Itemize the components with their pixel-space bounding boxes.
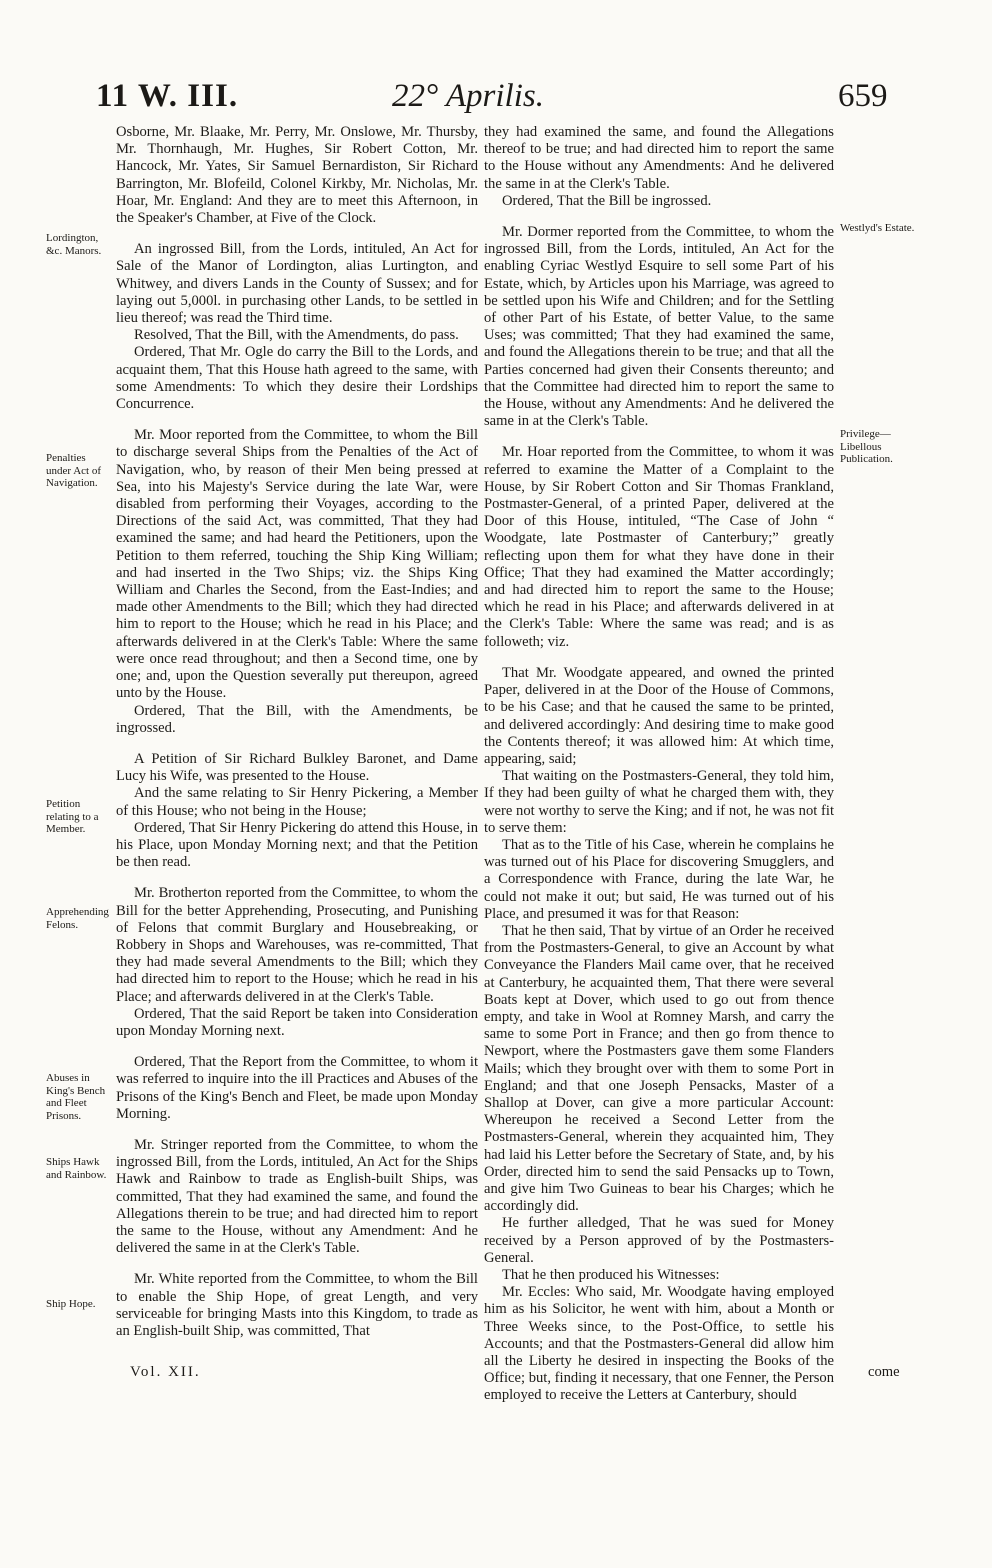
volume-session: 11 W. III. [96, 78, 239, 114]
signature-mark: Vol. XII. [130, 1364, 201, 1380]
paragraph-gap [116, 227, 478, 241]
paragraph: A Petition of Sir Richard Bulkley Baronet, and Dame Lucy his Wife, was presented to the House. [116, 750, 478, 785]
catchword: come [868, 1364, 900, 1380]
margin-note: Penalties under Act of Navigation. [46, 452, 101, 490]
paragraph: That as to the Title of his Case, wherein he complains he was turned out of his Place for discovering Smugglers, and a Correspondence with France, during the late War, he could not make it out; but said, He was turned out of his Place, and presumed it was for that Reason: [484, 836, 834, 922]
margin-note: Lordington, &c. Manors. [46, 232, 102, 257]
left-column [116, 124, 478, 1340]
margin-note: Petition relating to a Member. [46, 798, 99, 836]
paragraph: Ordered, That Sir Henry Pickering do attend this House, in his Place, upon Monday Morning next; and that the Petition be then read. [116, 819, 478, 871]
paragraph: Ordered, That the Bill be ingrossed. [502, 192, 712, 209]
paragraph: Mr. Eccles: Who said, Mr. Woodgate having employed him as his Solicitor, he went with him, about a Month or Three Weeks since, to the Post-Office, to settle his Accounts; and that the Postmasters-General did allow him all the Liberty he desired in inspecting the Books of the Office; but, finding it necessary, that one Fenner, the Person employed to receive the Letters at Canterbury, should [484, 1284, 834, 1404]
paragraph: Ordered, That Mr. Ogle do carry the Bill to the Lords, and acquaint them, That this House hath agreed to the same, with some Amendments: To which they desire their Lordships Concurrence. [116, 344, 478, 413]
paragraph: An ingrossed Bill, from the Lords, intituled, An Act for Sale of the Manor of Lordington, alias Lurtington, and Whitwey, and divers Lands in the County of Sussex; and for laying out 5,000l. in purchasing other Lands, to be settled in lieu thereof; was read the Third time. [116, 241, 478, 327]
paragraph: That Mr. Woodgate appeared, and owned the printed Paper, delivered in at the Door of the House of Commons, to be his Case; and that he caused the same to be printed, and delivered accordingly: And desiring time to make good the Contents thereof; it was allowed him: At which time, appearing, said; [484, 664, 834, 767]
paragraph: That he then said, That by virtue of an Order he received from the Postmasters-General, to give an Account by what Conveyance the Flanders Mail came over, that he received at Canterbury, he acquainted them, That there were several Boats kept at Dover, which used to go out from thence empty, and take in Wool at Romney Marsh, and carry the same to some Port in France; and then go from thence to Newport, where the Postmasters gave them some Flanders Mails; which they brought over with them to some Port in England; and that one Joseph Pensacks, Master of a Shallop at Dover, can give a more particular Account: Whereupon he received a Second Letter from the Postmasters-General, wherein they acquainted him, They had laid his Letter before the Secretary of State, and, by his Order, directed him to send the said Pensacks up to Town, and give him Two Guineas to bear his Charges; which he accordingly did. [484, 922, 834, 1215]
margin-note: Ship Hope. [46, 1298, 96, 1310]
paragraph: That he then produced his Witnesses: [502, 1267, 720, 1283]
paragraph: He further alledged, That he was sued for Money received by a Person approved of by the Postmasters-General. [484, 1215, 834, 1266]
paragraph: And the same relating to Sir Henry Pickering, a Member of this House; who not being in the House; [116, 785, 478, 819]
paragraph: Ordered, That the said Report be taken into Consideration upon Monday Morning next. [116, 1005, 478, 1039]
paragraph: Mr. Brotherton reported from the Committee, to whom the Bill for the better Apprehending, Prosecuting, and Punishing of Felons that commit Burglary and Housebreaking, or Robbery in Shops and Warehouses, was re-committed, That they had made several Amendments to the Bill; which they had directed him to report to the House; which he read in his Place; and afterwards delivered in at the Clerk's Table. [116, 885, 478, 1005]
page-date: 22° Aprilis. [392, 78, 544, 114]
paragraph: Osborne, Mr. Blaake, Mr. Perry, Mr. Onslowe, Mr. Thursby, Mr. Thornhaugh, Mr. Hughes, Sir Robert Cotton, Mr. Hancock, Mr. Yates, Sir Samuel Bernardiston, Sir Richard Barrington, Mr. Blofeild, Colonel Kirkby, Mr. Nicholas, Mr. Hoar, Mr. England: And they are to meet this Afternoon, in the Speaker's Chamber, at Five of the Clock. [116, 124, 478, 227]
margin-note: Westlyd's Estate. [840, 222, 915, 234]
page-header [0, 78, 992, 118]
paragraph-gap [116, 871, 478, 885]
paragraph: Mr. Dormer reported from the Committee, to whom the ingrossed Bill, from the Lords, intituled, An Act for the enabling Cyriac Westlyd Esquire to sell some Part of his Estate, which, by Articles upon his Marriage, was agreed to be settled upon his Wife and Children; and for the Settling of other Part of his Estate, of better Value, to the same Uses; was committed; That they had examined the same, and found the Allegations therein to be true; and that all the Parties concerned had given their Consents thereunto; and that the Committee had directed him to report the same to the House, without any Amendments: And he delivered the same in at the Clerk's Table. [484, 224, 834, 430]
paragraph-gap [484, 651, 834, 665]
paragraph: Resolved, That the Bill, with the Amendments, do pass. [134, 327, 459, 344]
right-column [484, 124, 834, 1405]
paragraph-gap [484, 210, 834, 224]
paragraph: Ordered, That the Report from the Committee, to whom it was referred to inquire into the ill Practices and Abuses of the Prisons of the King's Bench and Fleet, be made upon Monday Morning. [116, 1054, 478, 1122]
page-number: 659 [838, 78, 888, 114]
paragraph: Mr. Moor reported from the Committee, to whom the Bill to discharge several Ships from the Penalties of the Act of Navigation, who, by reason of their Men being pressed at Sea, into his Majesty's Service during the late War, were disabled from performing their Voyages, according to the Directions of the said Act, was committed, That they had examined the same; and had heard the Petitioners, upon the Petition to them referred, touching the Ship King William; and had inserted in the Two Ships; viz. the Ships King William and Charles the Second, from the East-Indies; and made other Amendments to the Bill; which they had directed him to report to the House; which he read in his Place; and afterwards delivered in at the Clerk's Table: Where the same were once read throughout; and then a Second time, one by one; and, upon the Question severally put thereupon, agreed unto by the House. [116, 427, 478, 702]
paragraph: That waiting on the Postmasters-General, they told him, If they had been guilty of what he charged them with, they were not worthy to serve the King; and if not, he was not fit to serve them: [484, 768, 834, 836]
paragraph-gap [116, 1257, 478, 1271]
paragraph-gap [116, 1123, 478, 1137]
paragraph: they had examined the same, and found the Allegations thereof to be true; and had directed him to report the same to the House without any Amendments: And he delivered the same in at the Clerk's Table. [484, 124, 834, 192]
margin-note: Ships Hawk and Rainbow. [46, 1156, 107, 1181]
paragraph: Mr. Stringer reported from the Committee, to whom the ingrossed Bill, from the Lords, intituled, An Act for the Ships Hawk and Rainbow to trade as English-built Ships, was committed, That they had examined the same, and found the Allegations therein to be true; and had directed him to report the same to the House, without any Amendment: And he delivered the same in at the Clerk's Table. [116, 1136, 478, 1257]
paragraph-gap [116, 413, 478, 427]
paragraph: Mr. Hoar reported from the Committee, to whom it was referred to examine the Matter of a Complaint to the House, by Sir Robert Cotton and Sir Thomas Frankland, Postmaster-General, of a printed Paper, delivered at the Door of this House, intituled, “The Case of John “ Woodgate, late Postmaster of Canterbury;” greatly reflecting upon them for what they have done in their Office; That they had examined the Matter accordingly; and had directed him to report the same to the House; which he read in his Place; and afterwards delivered in at the Clerk's Table: Where the same was read; and is as followeth; viz. [484, 444, 834, 650]
paragraph: Ordered, That the Bill, with the Amendments, be ingrossed. [116, 702, 478, 736]
paragraph-gap [116, 1040, 478, 1054]
paragraph: Mr. White reported from the Committee, to whom the Bill to enable the Ship Hope, of great Length, and very serviceable for bringing Masts into this Kingdom, to trade as an English-built Ship, was committed, That [116, 1271, 478, 1339]
margin-note: Apprehending Felons. [46, 906, 109, 931]
paragraph-gap [484, 430, 834, 444]
margin-note: Privilege—Libellous Publication. [840, 428, 893, 466]
paragraph-gap [116, 737, 478, 751]
margin-note: Abuses in King's Bench and Fleet Prisons. [46, 1072, 106, 1122]
